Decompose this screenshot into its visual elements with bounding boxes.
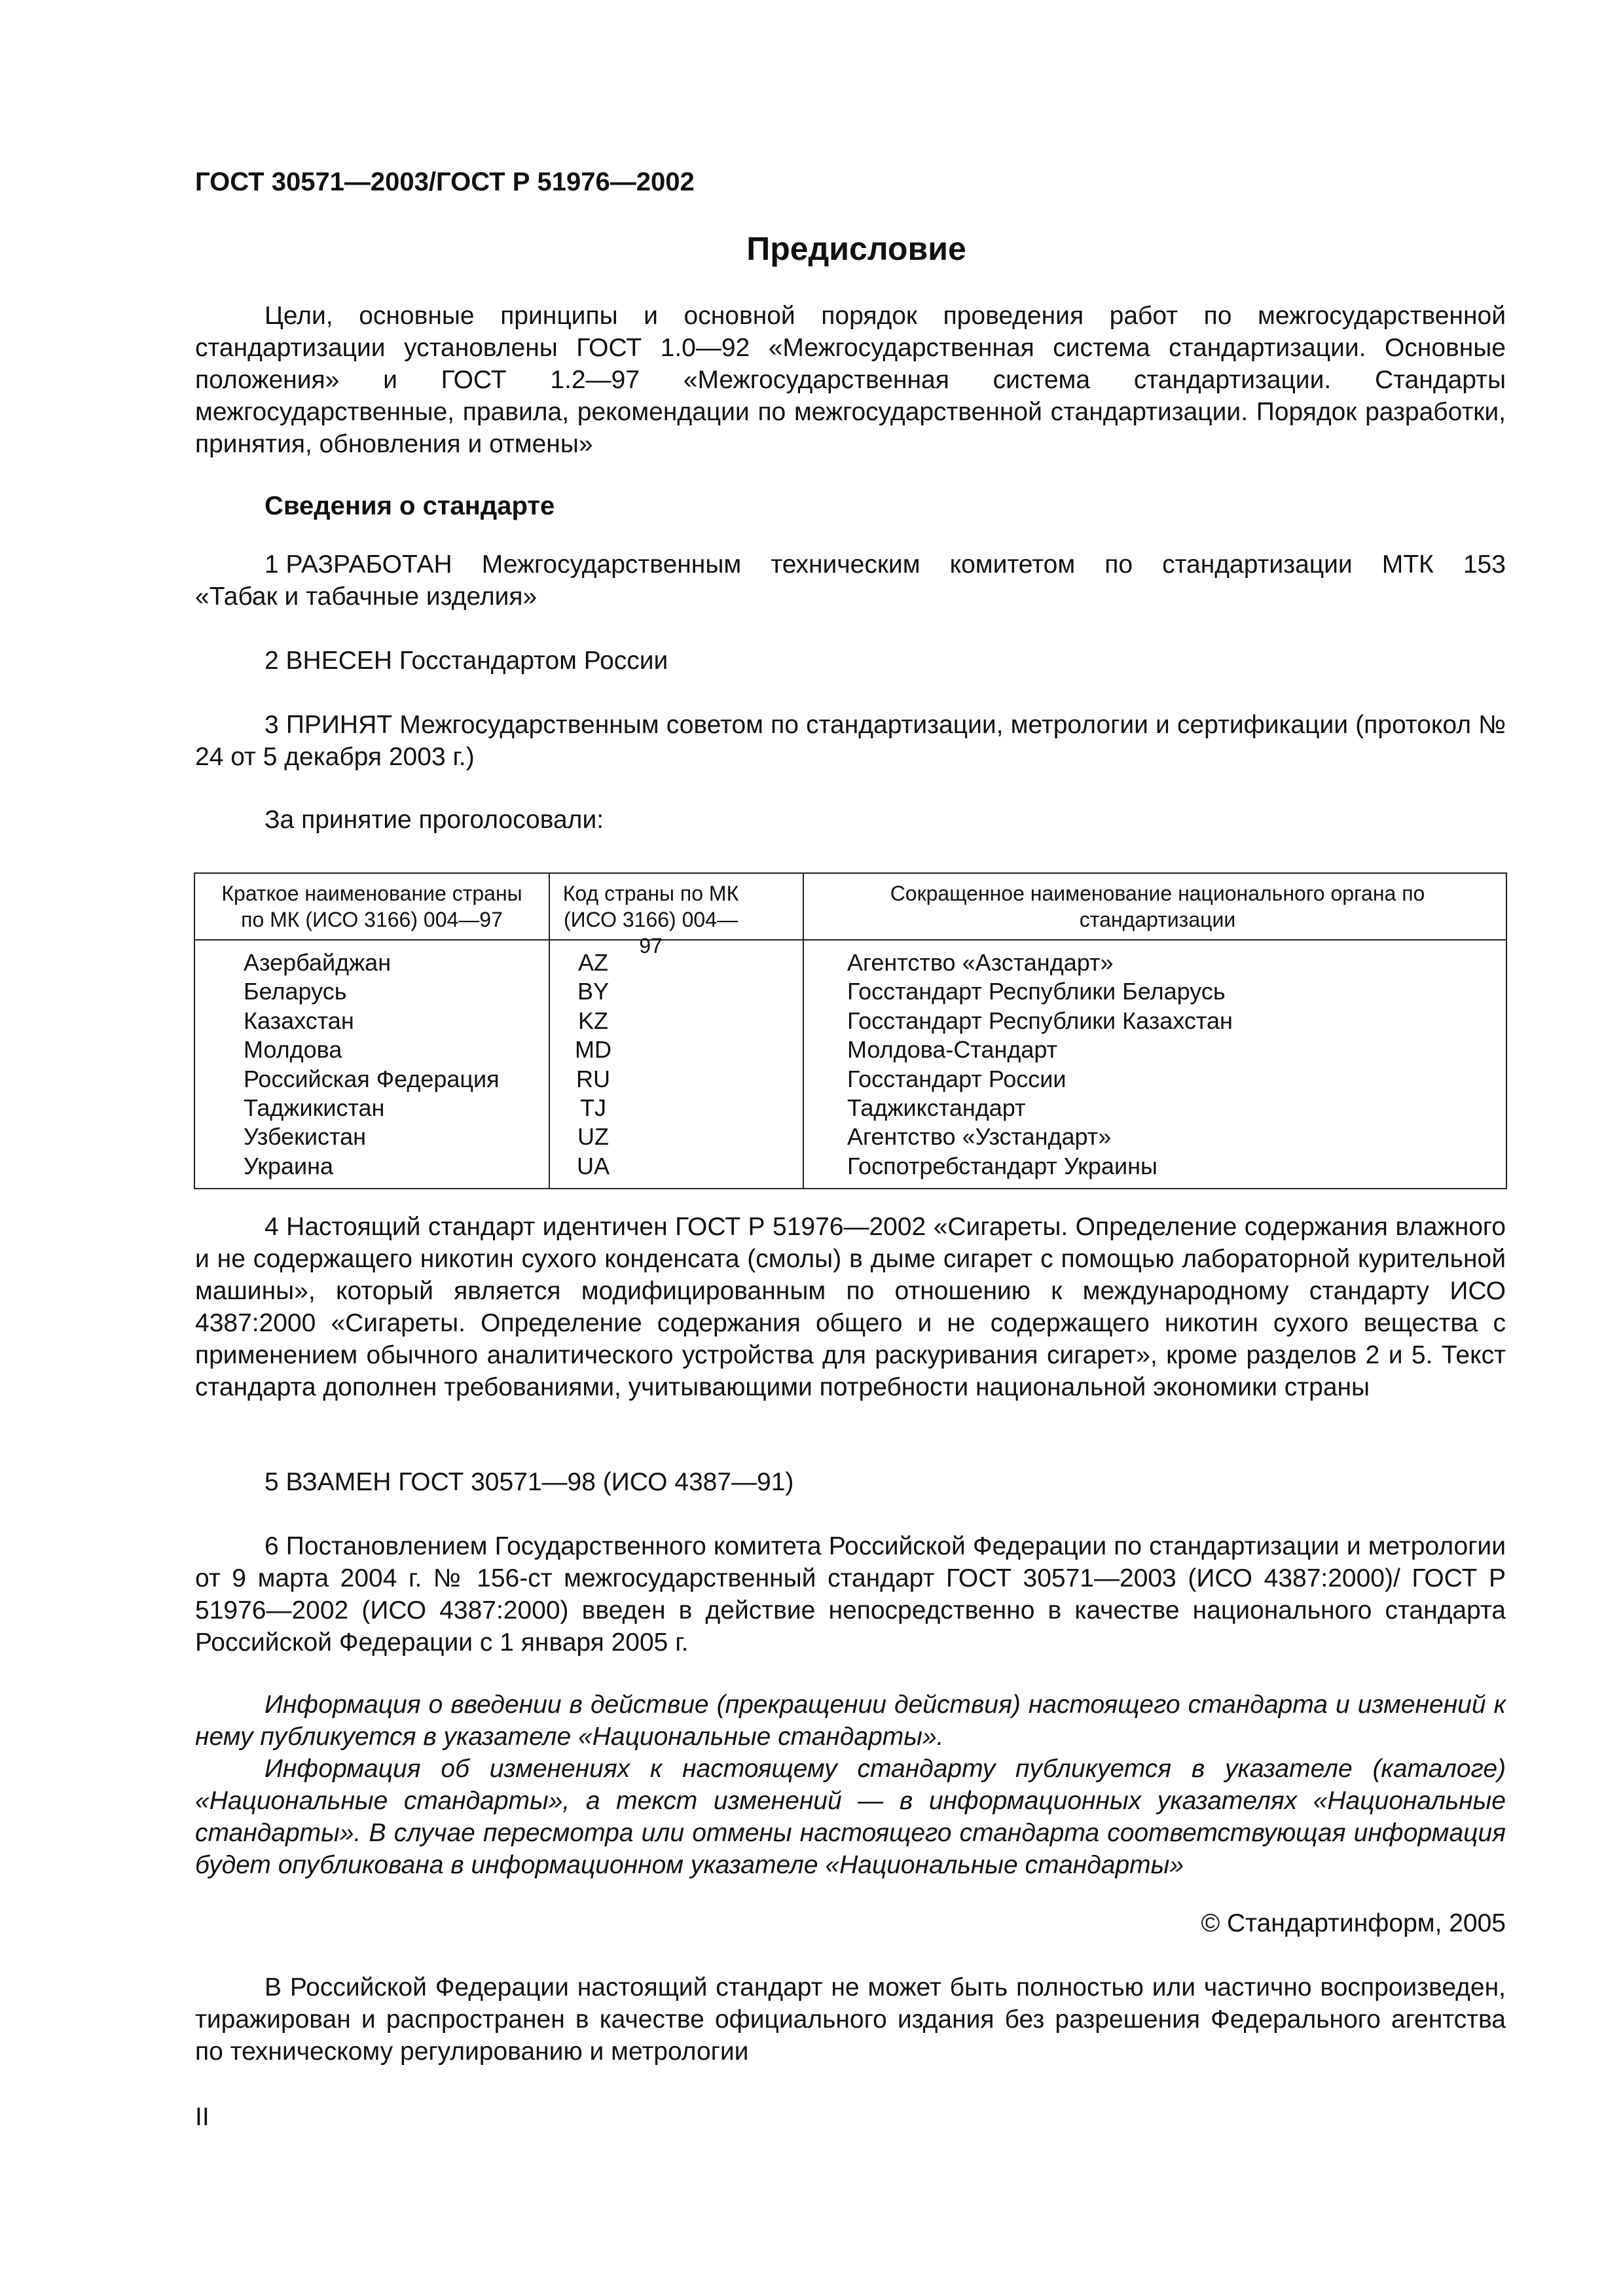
table-cell: UA: [576, 1152, 610, 1179]
table-cell: MD: [575, 1036, 611, 1064]
notice-introduction: Информация о введении в действие (прекращении действия) настоящего стандарта и изменений к нему публикуется в указателе «Национальные стандарты».: [195, 1691, 1506, 1751]
table-cell: Украина: [244, 1152, 334, 1179]
item-4: 4 Настоящий стандарт идентичен ГОСТ Р 51976—2002 «Сигареты. Определение содержания влажного и не содержащего никотин сухого конденсата (смолы) в дыме сигарет с помощью лабораторной курительной машины», который является модифицированным по отношению к международному стандарту ИСО 4387:2000 «Сигареты. Определение содержания общего и не содержащего никотин сухого вещества с применением обычного аналитического устройства для раскуривания сигарет», кроме разделов 2 и 5. Текст стандарта дополнен требованиями, учитывающими потребности национальной экономики страны: [195, 1213, 1506, 1401]
intro-paragraph: Цели, основные принципы и основной порядок проведения работ по межгосударственной стандартизации установлены ГОСТ 1.0—92 «Межгосударственная система стандартизации. Основные положения» и ГОСТ 1.2—97 «Межгосударственная система стандартизации. Стандарты межгосударственные, правила, рекомендации по межгосударственной стандартизации. Порядок разработки, принятия, обновления и отмены»: [195, 302, 1506, 458]
copyright: © Стандартинформ, 2005: [1201, 1909, 1506, 1937]
table-header: [195, 874, 1506, 958]
item-1-word: по: [1104, 550, 1133, 579]
table-cell: Госпотребстандарт Украины: [847, 1152, 1158, 1179]
item-5: 5 ВЗАМЕН ГОСТ 30571—98 (ИСО 4387—91): [264, 1468, 794, 1496]
item-1-word: МТК: [1381, 550, 1434, 579]
table-cell: Госстандарт Республики Беларусь: [847, 978, 1226, 1005]
table-cell: Беларусь: [244, 978, 347, 1005]
table-cell: UZ: [577, 1123, 609, 1151]
header-organization: Сокращенное наименование национального органа по стандартизации: [890, 882, 1425, 931]
table-cell: BY: [577, 978, 610, 1005]
restriction-notice: В Российской Федерации настоящий стандарт не может быть полностью или частично воспроизведен, тиражирован и распространен в качестве официального издания без разрешения Федерального агентства по техническому регулированию и метрологии: [195, 1973, 1506, 2066]
item-1-lead: 1 РАЗРАБОТАН: [264, 550, 452, 579]
table-cell: AZ: [577, 949, 608, 976]
item-3: 3 ПРИНЯТ Межгосударственным советом по стандартизации, метрологии и сертификации (протокол № 24 от 5 декабря 2003 г.): [195, 711, 1506, 771]
table-cell: Таджикистан: [244, 1094, 385, 1122]
item-6: 6 Постановлением Государственного комитета Российской Федерации по стандартизации и метрологии от 9 марта 2004 г. № 156-ст межгосударственный стандарт ГОСТ 30571—2003 (ИСО 4387:2000)/ ГОСТ Р 51976—2002 (ИСО 4387:2000) введен в действие непосредственно в качестве национального стандарта Российской Федерации с 1 января 2005 г.: [195, 1532, 1506, 1657]
table-cell: Таджикстандарт: [847, 1094, 1026, 1122]
table-cell: Агентство «Узстандарт»: [847, 1123, 1112, 1151]
table-cell: Казахстан: [244, 1007, 354, 1034]
table-divider: [803, 874, 804, 1188]
table-cell: Узбекистан: [244, 1123, 367, 1151]
item-1-word: комитетом: [949, 550, 1076, 579]
table-cell: Агентство «Азстандарт»: [847, 949, 1114, 976]
item-1-line: [264, 548, 1506, 581]
item-2: 2 ВНЕСЕН Госстандартом России: [264, 647, 668, 675]
item-1-word: техническим: [771, 550, 921, 579]
voting-table: [194, 872, 1507, 1189]
info-heading: Сведения о стандарте: [264, 492, 555, 520]
header-code: Код страны по МК (ИСО 3166) 004—97: [562, 882, 739, 958]
item-1-word: 153: [1463, 550, 1506, 579]
table-cell: RU: [576, 1065, 610, 1092]
table-cell: KZ: [577, 1007, 608, 1034]
table-cell: TJ: [580, 1094, 606, 1122]
page-number: II: [195, 2103, 210, 2131]
vote-intro: За принятие проголосовали:: [264, 806, 604, 834]
table-cell: Азербайджан: [244, 949, 392, 976]
notice-changes: Информация об изменениях к настоящему стандарту публикуется в указателе (каталоге) «Национальные стандарты», а текст изменений — в информационных указателях «Национальные стандарты». В случае пересмотра или отмены настоящего стандарта соответствующая информация будет опубликована в информационном указателе «Национальные стандарты»: [195, 1755, 1506, 1879]
document-code: ГОСТ 30571—2003/ГОСТ Р 51976—2002: [195, 168, 695, 196]
item-1-word: стандартизации: [1162, 550, 1353, 579]
item-1-continuation: «Табак и табачные изделия»: [195, 583, 538, 611]
header-country: Краткое наименование страны по МК (ИСО 3166) 004—97: [221, 882, 522, 931]
item-1-word: Межгосударственным: [481, 550, 742, 579]
code-column: [439, 948, 748, 1181]
table-cell: Молдова: [244, 1036, 342, 1064]
table-cell: Российская Федерация: [244, 1065, 500, 1092]
table-cell: Госстандарт России: [847, 1065, 1067, 1092]
table-cell: Госстандарт Республики Казахстан: [847, 1007, 1233, 1034]
page-title: Предисловие: [746, 230, 966, 267]
organization-column: [847, 948, 1233, 1181]
table-cell: Молдова-Стандарт: [847, 1036, 1058, 1064]
